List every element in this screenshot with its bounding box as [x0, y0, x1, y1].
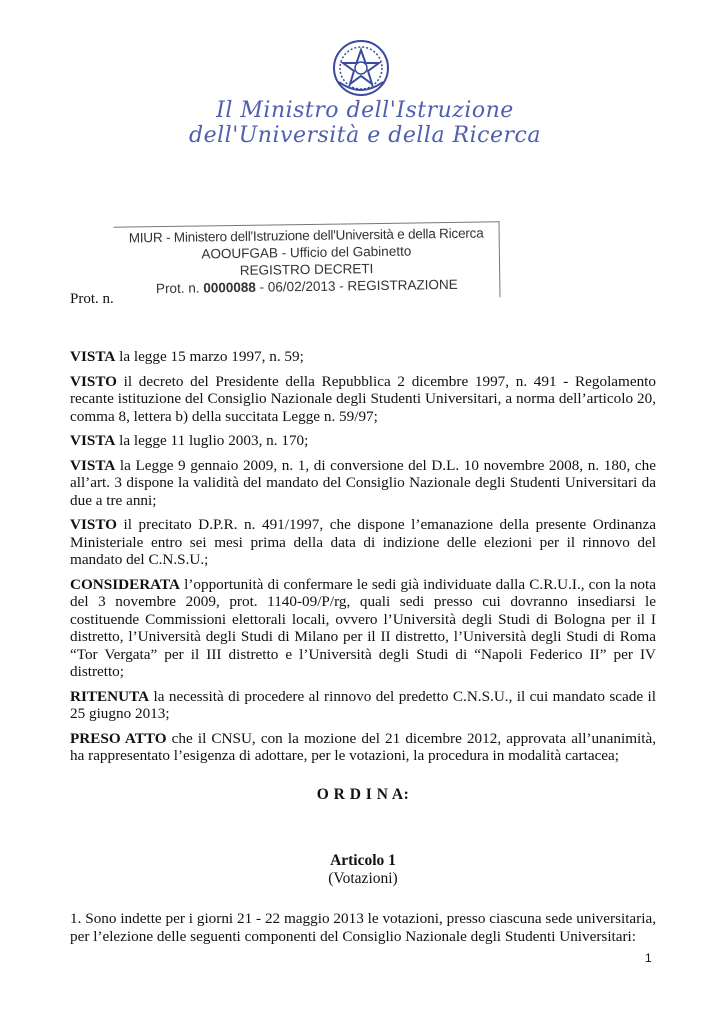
preamble-paragraph [70, 516, 656, 569]
preamble-text: il precitato D.P.R. n. 491/1997, che dispone l’emanazione della presente Ordinanza Ministeriale entro sei mesi prima della data di indizione delle elezioni per il rinnovo del mandato del C.N.S.U.; [70, 516, 656, 568]
stamp-prot-prefix: Prot. n. [155, 280, 200, 297]
article-paragraph: 1. Sono indette per i giorni 21 - 22 maggio 2013 le votazioni, presso ciascuna sede universitaria, per l’elezione delle seguenti componenti del Consiglio Nazionale degli Studenti Universitari: [70, 910, 656, 945]
stamp-line-office: AOOUFGAB - Ufficio del Gabinetto [201, 243, 412, 262]
preamble-paragraph [70, 688, 656, 723]
prot-label: Prot. n. [70, 291, 114, 307]
article-heading [70, 852, 656, 888]
page-number: 1 [645, 951, 652, 965]
stamp-line-register: REGISTRO DECRETI [239, 261, 374, 278]
preamble-text: l’opportunità di confermare le sedi già individuate dalla C.R.U.I., con la nota del 3 novembre 2009, prot. 1140-09/P/rg, quali sedi presso cui dovranno insediarsi le costituende Commissioni elettorali locali, ovvero l’Università degli Studi di Bologna per il I distretto, l’Università degli Studi di Milano per il II distretto, l’Università degli Studi di Roma “Tor Vergata” per il III distretto e l’Università degli Studi di “Napoli Federico II” per IV distretto; [70, 575, 656, 680]
article-subtitle: (Votazioni) [328, 870, 398, 887]
preamble-paragraph [70, 373, 656, 426]
preamble-text: la legge 15 marzo 1997, n. 59; [115, 348, 304, 365]
preamble-lead: VISTA [70, 456, 116, 474]
preamble-lead: VISTA [70, 432, 116, 449]
preamble-lead: PRESO ATTO [70, 729, 167, 747]
preamble-lead: CONSIDERATA [70, 575, 180, 593]
preamble-lead: VISTO [70, 516, 117, 533]
stamp-line-ministry: MIUR - Ministero dell'Istruzione dell'Università e della Ricerca [128, 225, 484, 246]
ordina-heading: O R D I N A: [316, 786, 410, 803]
preamble-paragraph [70, 348, 656, 366]
article-title: Articolo 1 [330, 852, 396, 869]
preamble-text: la Legge 9 gennaio 2009, n. 1, di conversione del D.L. 10 novembre 2008, n. 180, che all’art. 3 dispone la validità del mandato del Consiglio Nazionale degli Studenti Universitari da due a tre anni; [70, 456, 656, 509]
preamble-text: il decreto del Presidente della Repubblica 2 dicembre 1997, n. 491 - Regolamento recante istituzione del Consiglio Nazionale degli Studenti Universitari, a norma dell’articolo 20, comma 8, lettera b) della succitata Legge n. 59/97; [70, 372, 656, 425]
preamble-paragraph [70, 576, 656, 681]
preamble-paragraph [70, 730, 656, 765]
stamp-prot-number: 0000088 [203, 279, 256, 296]
stamp-prot-suffix: - 06/02/2013 - REGISTRAZIONE [259, 276, 458, 295]
preamble-paragraph [70, 432, 656, 450]
preamble-paragraph [70, 457, 656, 510]
preamble-text: la necessità di procedere al rinnovo del predetto C.N.S.U., il cui mandato scade il 25 giugno 2013; [70, 687, 656, 722]
preamble-lead: VISTO [70, 372, 117, 390]
ministry-title: Il Ministro dell'Istruzione dell'Università e della Ricerca [189, 98, 541, 148]
preamble-lead: RITENUTA [70, 687, 150, 705]
preamble-lead: VISTA [70, 348, 116, 365]
preamble [70, 348, 656, 772]
italian-republic-emblem-icon [331, 38, 391, 98]
preamble-text: la legge 11 luglio 2003, n. 170; [115, 432, 309, 449]
registration-stamp [113, 221, 500, 302]
preamble-text: che il CNSU, con la mozione del 21 dicembre 2012, approvata all’unanimità, ha rappresentato l’esigenza di adottare, per le votazioni, la procedura in modalità cartacea; [70, 729, 657, 764]
